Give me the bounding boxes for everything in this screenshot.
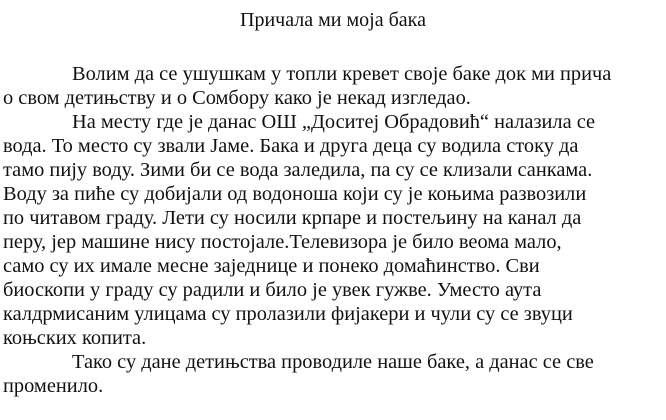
paragraph-line: вода. То место су звали Јаме. Бака и друга деца су водила стоку да [3,135,579,157]
paragraph-line: калдрмисаним улицама су пролазили фијакери и чули су се звуци [3,303,573,325]
document-title: Причала ми моја бака [240,9,426,31]
paragraph-line: променило. [3,375,104,397]
paragraph-line: тамо пију воду. Зими би се вода заледила, па су се клизали санкама. [3,159,593,181]
paragraph-line: биоскопи у граду су радили и било је увек гужве. Уместо аута [3,279,542,301]
paragraph-line: само су их имале месне заједнице и понеко домаћинство. Сви [3,255,540,277]
paragraph-line: Воду за пиће су добијали од водоноша који су је коњима развозили [3,183,587,205]
paragraph-line: Тако су дане детињства проводиле наше баке, а данас се све [72,351,594,373]
paragraph-line: перу, јер машине нису постојале.Телевизора је било веома мало, [3,231,562,253]
paragraph-line: по читавом граду. Лети су носили крпаре и постељину на канал да [3,207,582,229]
paragraph-line: коњских копита. [3,327,147,349]
paragraph-line: На месту где је данас ОШ „Доситеј Обрадовић“ налазила се [72,111,596,133]
paragraph-line: Волим да се ушушкам у топли кревет своје баке док ми прича [72,63,612,85]
paragraph-line: о свом детињству и о Сомбору како је некад изгледао. [3,87,471,109]
